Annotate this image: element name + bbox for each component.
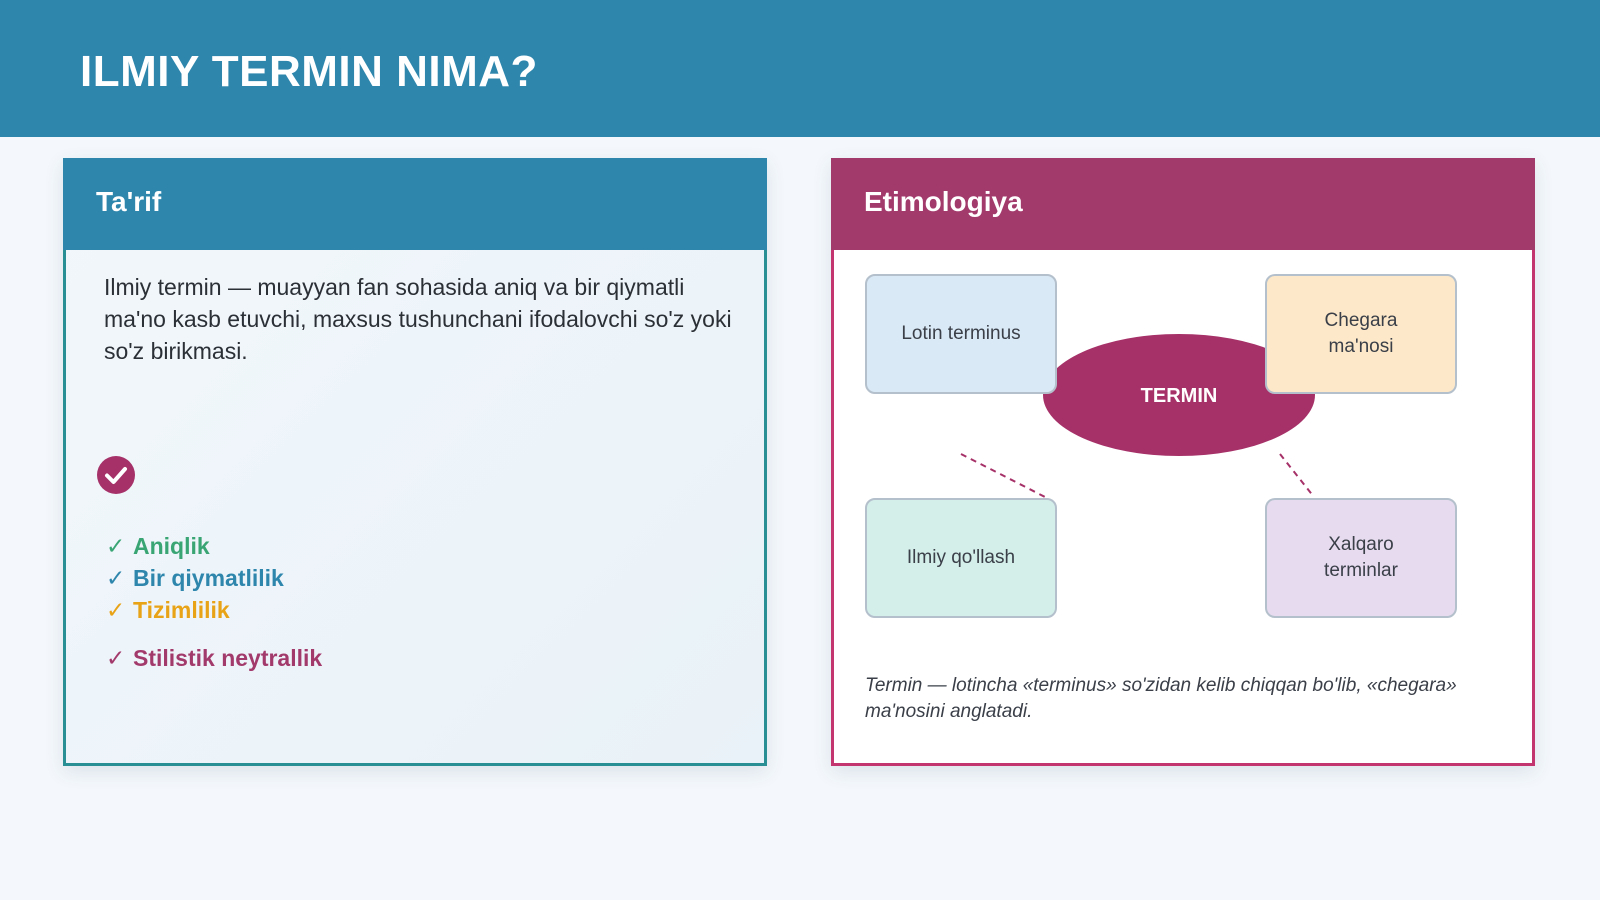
feature-label: Aniqlik xyxy=(133,533,210,559)
definition-card-header xyxy=(63,158,767,250)
feature-label: Tizimlilik xyxy=(133,597,230,623)
node-chegara-manosi xyxy=(1265,274,1457,394)
checkmark-icon: ✓ xyxy=(106,597,126,623)
node-label: Xalqaro terminlar xyxy=(1324,534,1398,581)
definition-card-title: Ta'rif xyxy=(96,186,162,217)
feature-item-stilistik-neytrallik xyxy=(106,643,322,673)
node-xalqaro-terminlar xyxy=(1265,498,1457,618)
node-label: Lotin terminus xyxy=(901,323,1021,344)
check-circle-icon xyxy=(97,456,135,494)
termin-hub-label: TERMIN xyxy=(1140,385,1218,407)
node-label: Ilmiy qo'llash xyxy=(906,547,1016,568)
node-ilmiy-qollash xyxy=(865,498,1057,618)
etymology-caption: Termin — lotincha «terminus» so'zidan kelib chiqqan bo'lib, «chegara» ma'nosini anglatadi. xyxy=(865,675,1457,722)
definition-card xyxy=(63,158,767,766)
feature-label: Bir qiymatlilik xyxy=(133,565,284,591)
checkmark-icon: ✓ xyxy=(106,533,126,559)
etymology-card xyxy=(831,158,1535,766)
definition-text: Ilmiy termin — muayyan fan sohasida aniq va bir qiymatli ma'no kasb etuvchi, maxsus tushunchani ifodalovchi so'z yoki so'z birikmasi. xyxy=(104,274,732,364)
checkmark-icon: ✓ xyxy=(106,645,126,671)
connector-xalqaro xyxy=(1280,454,1314,497)
feature-item-bir-qiymatlilik xyxy=(106,563,284,593)
feature-item-aniqlik xyxy=(106,531,210,561)
checkmark-icon: ✓ xyxy=(106,565,126,591)
page-title: ILMIY TERMIN NIMA? xyxy=(80,47,538,96)
etymology-card-title: Etimologiya xyxy=(864,186,1023,217)
connector-ilmiy xyxy=(961,454,1047,498)
etymology-card-header xyxy=(831,158,1535,250)
node-label: Chegara ma'nosi xyxy=(1324,310,1398,357)
feature-item-tizimlilik xyxy=(106,595,230,625)
node-lotin-terminus xyxy=(865,274,1057,394)
feature-label: Stilistik neytrallik xyxy=(133,645,323,671)
header-bar xyxy=(0,0,1600,137)
